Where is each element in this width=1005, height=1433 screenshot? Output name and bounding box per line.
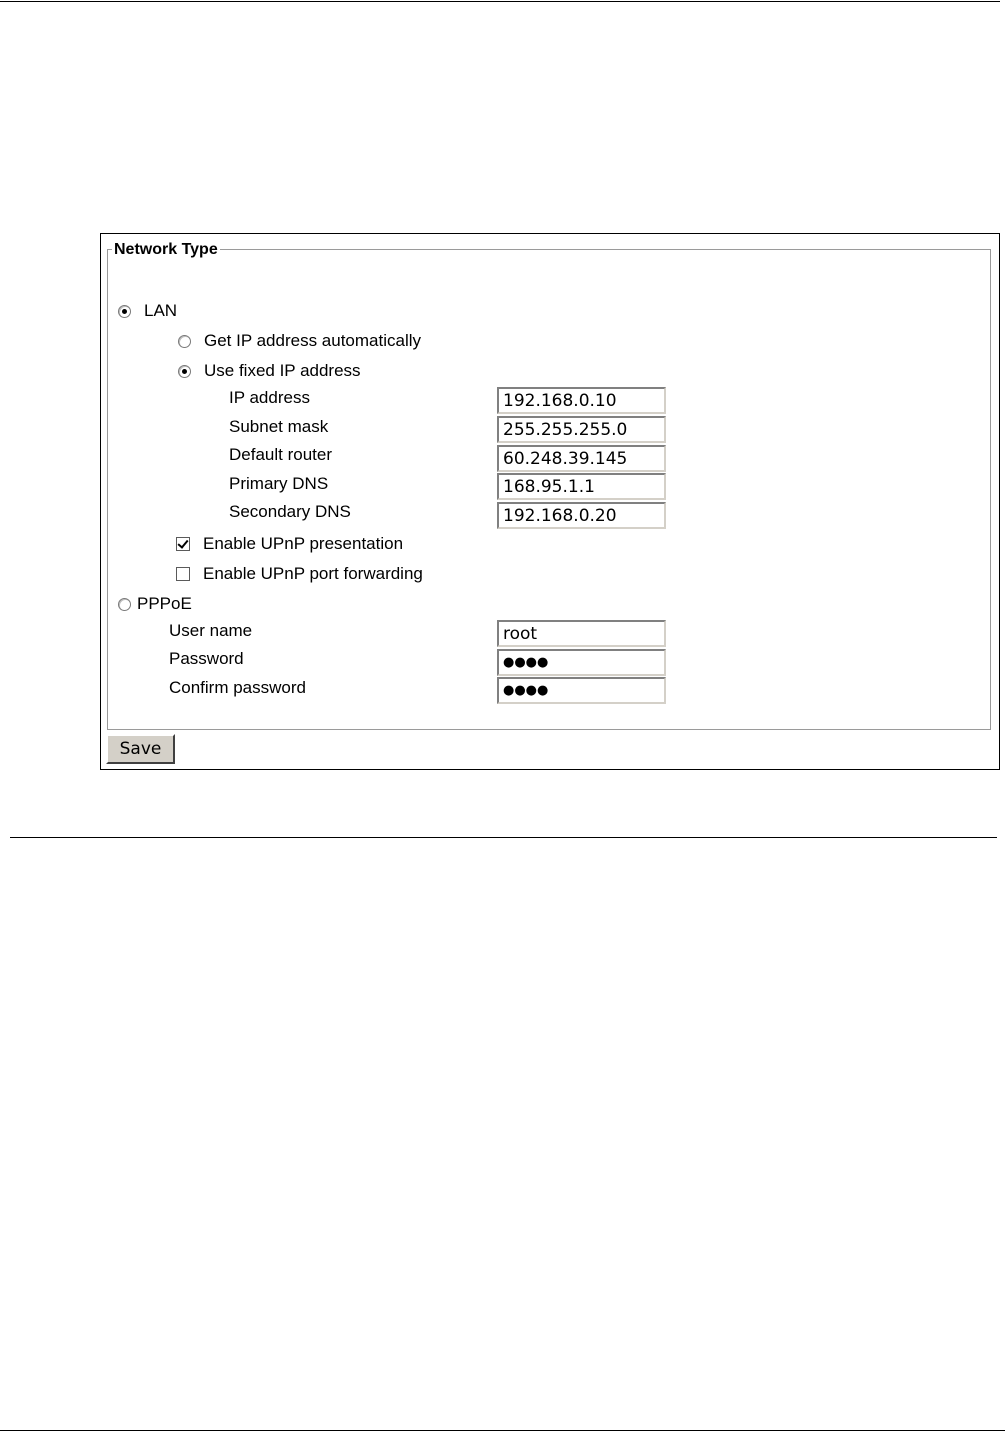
pppoe-radio[interactable] — [118, 598, 131, 611]
default-router-label: Default router — [229, 445, 332, 464]
upnp-presentation-option[interactable] — [176, 532, 403, 556]
upnp-port-forwarding-label: Enable UPnP port forwarding — [203, 564, 423, 583]
ip-address-label: IP address — [229, 388, 310, 407]
confirm-password-input[interactable] — [497, 677, 666, 704]
subnet-mask-label: Subnet mask — [229, 417, 329, 436]
primary-dns-input[interactable] — [497, 473, 666, 500]
get-ip-auto-label: Get IP address automatically — [204, 331, 422, 350]
bottom-divider — [0, 1430, 1005, 1431]
upnp-presentation-checkbox[interactable] — [176, 537, 190, 551]
lan-label: LAN — [144, 301, 178, 320]
use-fixed-ip-option[interactable] — [178, 359, 361, 383]
use-fixed-ip-label: Use fixed IP address — [204, 361, 361, 380]
network-type-panel — [100, 233, 1000, 770]
pppoe-label: PPPoE — [137, 594, 192, 613]
lan-option[interactable] — [118, 299, 177, 323]
default-router-input[interactable] — [497, 445, 666, 472]
upnp-port-forwarding-option[interactable] — [176, 562, 423, 586]
upnp-port-forwarding-checkbox[interactable] — [176, 567, 190, 581]
lan-radio[interactable] — [118, 305, 131, 318]
get-ip-auto-radio[interactable] — [178, 335, 191, 348]
secondary-dns-input[interactable] — [497, 502, 666, 529]
get-ip-auto-option[interactable] — [178, 329, 421, 353]
upnp-presentation-label: Enable UPnP presentation — [203, 534, 404, 553]
password-label: Password — [169, 649, 244, 668]
top-divider — [0, 1, 1000, 2]
ip-address-input[interactable] — [497, 387, 666, 414]
save-button[interactable]: Save — [106, 734, 175, 764]
user-name-input[interactable] — [497, 620, 666, 647]
confirm-password-label: Confirm password — [169, 678, 306, 697]
use-fixed-ip-radio[interactable] — [178, 365, 191, 378]
pppoe-option[interactable] — [118, 592, 192, 616]
section-divider — [10, 837, 997, 838]
network-type-legend: Network Type — [112, 238, 220, 262]
secondary-dns-label: Secondary DNS — [229, 502, 351, 521]
password-input[interactable] — [497, 649, 666, 676]
primary-dns-label: Primary DNS — [229, 474, 329, 493]
subnet-mask-input[interactable] — [497, 416, 666, 443]
user-name-label: User name — [169, 621, 253, 640]
